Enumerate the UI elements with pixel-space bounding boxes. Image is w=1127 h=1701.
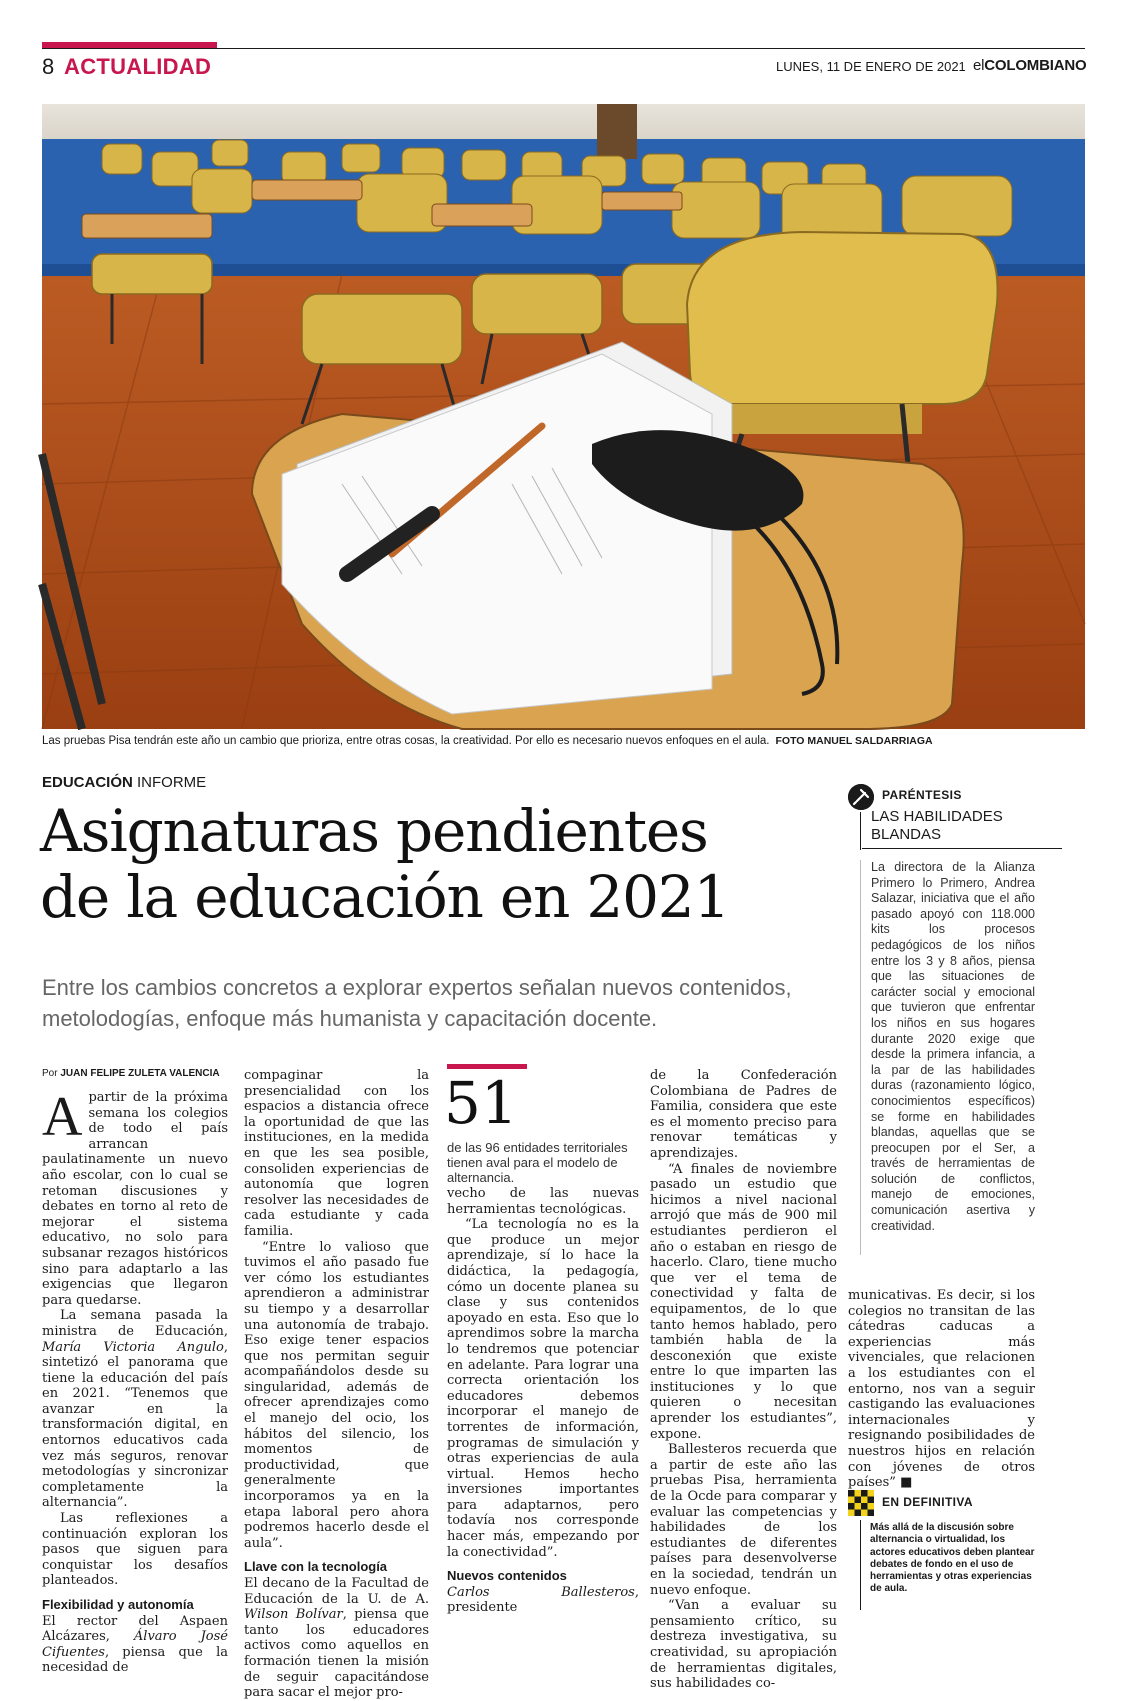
paragraph-text: , presidente <box>447 1584 639 1616</box>
paragraph <box>848 1288 1035 1491</box>
paragraph-text: El rector del Aspaen Alcázares, <box>42 1613 228 1645</box>
definitiva-label: EN DEFINITIVA <box>882 1495 973 1509</box>
person-name: Álvaro José Cifuentes <box>42 1629 228 1660</box>
classroom-photo <box>42 104 1085 729</box>
paragraph: Ballesteros recuerda que a partir de este año las pruebas Pisa, herramienta de la Ocde para comparar y evaluar las competencias y habilidades de los estudiantes de diferentes países para desenvolverse en la sociedad, tendrán un nuevo enfoque. <box>650 1442 837 1598</box>
paragraph-text: municativas. Es decir, si los colegios no transitan de las cátedras caducas a experiencias más vivenciales, que relacionen a los estudiantes con el entorno, nos van a seguir castigando las evaluaciones internacionales y resignando posibilidades de nuestros hijos en relación con jóvenes de otros países” <box>848 1288 1035 1491</box>
subheading: Llave con la tecnología <box>244 1559 388 1575</box>
kicker-topic: EDUCACIÓN <box>42 774 133 791</box>
paragraph: Las reflexiones a continuación exploran los pasos que siguen para conquistar los desafíos planteados. <box>42 1511 228 1589</box>
newspaper-logo <box>973 57 1086 74</box>
sidebar-title-line: BLANDAS <box>871 826 942 843</box>
article-kicker <box>42 774 206 791</box>
person-name: Carlos Ballesteros <box>447 1584 635 1600</box>
caption-text: Las pruebas Pisa tendrán este año un cambio que prioriza, entre otras cosas, la creatividad. Por ello es necesario nuevos enfoques en el aula. <box>42 735 770 747</box>
headline-line-1: Asignaturas pendientes <box>40 797 708 865</box>
paragraph <box>244 1576 429 1701</box>
stat-number: 51 <box>444 1069 518 1137</box>
headline-line-2: de la educación en 2021 <box>40 863 730 931</box>
paragraph: “A finales de noviembre pasado un estudio que hicimos a nivel nacional arrojó que más de 900 mil estudiantes perdieron el año o estaban en riesgo de hacerlo. Claro, tiene mucho que ver el tema de conectividad y falta de equipamentos, de lo que tanto hemos hablado, pero también habla de la desconexión que existe entre lo que imparten las instituciones y lo que quieren o necesitan aprender los estudiantes”, expone. <box>650 1161 837 1442</box>
article-column-2 <box>244 1068 429 1701</box>
paragraph-text: , piensa que la necesidad de <box>42 1644 228 1676</box>
logo-name: COLOMBIANO <box>984 57 1087 74</box>
paragraph: “Entre lo valioso que tuvimos el año pasado fue ver cómo los estudiantes aprendieron a administrar su tiempo y a desarrollar una autonomía de trabajo. Eso exige tener espacios que nos permitan seguir acompañándolos desde su singularidad, además de ofrecer aprendizajes como el manejo del ocio, los hábitos del silencio, los momentos de productividad, que generalmente incorporamos ya en la etapa laboral pero ahora podremos hacerlo desde el aula”. <box>244 1239 429 1551</box>
paragraph-text: , sintetizó el panorama que tiene la educación del país en 2021. “Tenemos que avanzar en la transformación digital, en entornos educativos cada vez más seguros, renovar metodologías y sincronizar completamente la alternancia”. <box>42 1339 228 1511</box>
checker-icon <box>848 1490 874 1516</box>
paragraph: de la Confederación Colombiana de Padres de Familia, considera que este es el momento preciso para renovar temáticas y aprendizajes. <box>650 1068 837 1161</box>
byline-prefix: Por <box>42 1068 58 1079</box>
section-name: ACTUALIDAD <box>64 54 212 79</box>
person-name: Wilson Bolívar <box>244 1607 343 1623</box>
paragraph-text: , piensa que tanto los educadores activos como aquellos en formación tienen la misión de seguir capacitándose para sacar el mejor pro- <box>244 1607 429 1701</box>
subheading: Nuevos contenidos <box>447 1568 567 1584</box>
logo-prefix: el <box>973 57 985 74</box>
byline <box>42 1068 220 1079</box>
article-column-1 <box>42 1086 228 1676</box>
paragraph <box>447 1585 639 1616</box>
drop-cap: A <box>42 1086 83 1148</box>
paragraph: vecho de las nuevas herramientas tecnológicas. <box>447 1186 639 1217</box>
photo-credit: FOTO MANUEL SALDARRIAGA <box>775 735 933 747</box>
person-name: María Victoria Angulo <box>42 1339 224 1355</box>
stat-description: de las 96 entidades territoriales tienen aval para el modelo de alternancia. <box>447 1140 628 1185</box>
page-number: 8 <box>42 54 55 79</box>
paragraph-text: La semana pasada la ministra de Educación, <box>42 1308 228 1339</box>
header-rule <box>42 48 1085 49</box>
paragraph <box>42 1086 228 1308</box>
photo-caption <box>42 735 1085 747</box>
headline <box>40 798 860 930</box>
issue-date: LUNES, 11 DE ENERO DE 2021 <box>776 59 966 74</box>
subheading: Flexibilidad y autonomía <box>42 1597 194 1612</box>
article-column-3 <box>447 1186 639 1616</box>
paragraph-text: El decano de la Facultad de Educación de la U. de A. <box>244 1576 429 1607</box>
sidebar-body: La directora de la Alianza Primero lo Primero, Andrea Salazar, iniciativa que el año pasado apoyó con 118.000 kits los procesos pedagógicos de los niños entre los 3 y 8 años, piensa que las situaciones de carácter social y emocional que tuvieron que enfrentar los niños en sus hogares durante 2020 exige que desde la primera infancia, a la par de las habilidades duras (razonamiento lógico, conocimientos específicos) se forme en habilidades blandas, aquellas que se preocupen por el Ser, a través de herramientas de solución de conflictos, manejo de emociones, comunicación asertiva y creatividad. <box>871 860 1035 1233</box>
sidebar-rule <box>862 848 1062 849</box>
paragraph <box>42 1614 228 1676</box>
paragraph: “La tecnología no es la que produce un mejor aprendizaje, sí lo hace la didáctica, la pedagogía, cómo un docente planea su clase y sus contenidos apoyado en esta. Eso que lo aprendimos sobre la marcha lo tendremos que potenciar en adelante. Para lograr una correcta orientación los educadores debemos incorporar el manejo de torrentes de información, programas de simulación y otras experiencias de aula virtual. Hemos hecho inversiones importantes para adaptarnos, pero todavía nos corresponde hacer más, empezando por la conectividad”. <box>447 1217 639 1560</box>
article-column-5 <box>848 1288 1035 1491</box>
definitiva-body: Más allá de la discusión sobre alternancia o virtualidad, los actores educativos deben plantear debates de fondo en el uso de herramientas y otras experiencias de aula. <box>870 1522 1035 1595</box>
paragraph-text: partir de la próxima semana los colegios de todo el país arrancan paulatinamente un nuevo año escolar, con lo cual se retoman discusiones y debates en torno al reto de mejorar el sistema educativo, no solo para subsanar rezagos históricos sino para adaptarlo a las exigencias que llegaron para quedarse. <box>42 1090 228 1308</box>
definitiva-divider <box>860 1520 861 1610</box>
sidebar-title <box>871 808 1071 844</box>
kicker-type: INFORME <box>137 774 207 791</box>
article-column-4 <box>650 1068 837 1692</box>
sidebar-divider <box>860 812 861 850</box>
paragraph: compaginar la presencialidad con los espacios a distancia ofrece la oportunidad de que las instituciones, en la medida en que les sea posible, consoliden experiencias de autonomía que logren resolver las necesidades de cada estudiante y cada familia. <box>244 1068 429 1239</box>
end-mark: ■ <box>900 1475 913 1491</box>
paragraph: “Van a evaluar su pensamiento crítico, su destreza investigativa, su creatividad, su apropiación de herramientas digitales, sus habilidades co- <box>650 1598 837 1692</box>
sidebar-border <box>860 860 861 1255</box>
byline-author: JUAN FELIPE ZULETA VALENCIA <box>60 1068 220 1079</box>
sidebar-label: PARÉNTESIS <box>882 788 962 802</box>
paragraph <box>42 1308 228 1511</box>
pin-icon <box>848 784 874 810</box>
article-dek: Entre los cambios concretos a explorar expertos señalan nuevos contenidos, metolodogías, enfoque más humanista y capacitación docente. <box>42 975 792 1031</box>
sidebar-title-line: LAS HABILIDADES <box>871 808 1003 825</box>
